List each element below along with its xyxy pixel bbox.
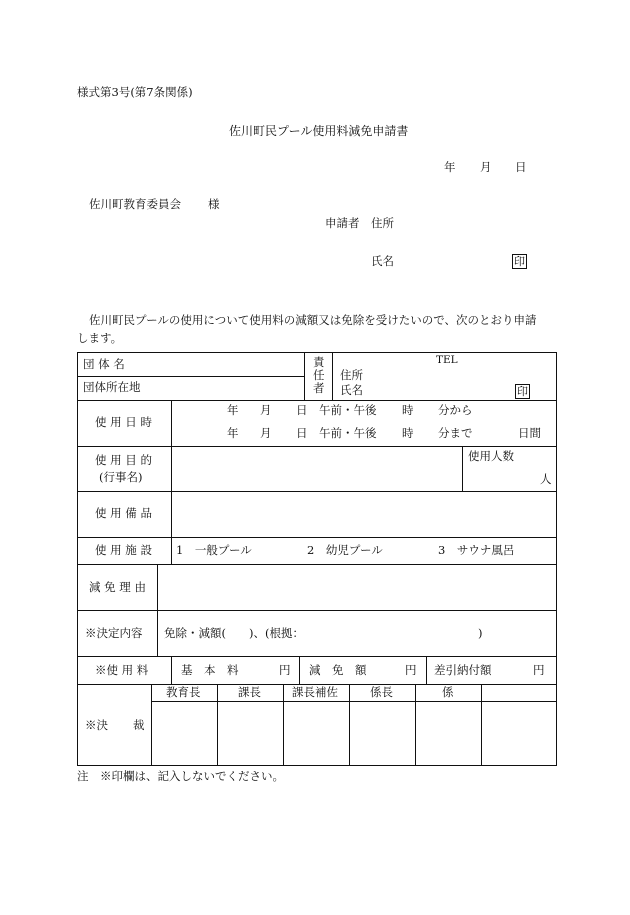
start-ampm: 午前・午後 [319,403,377,417]
balance-label: 差引納付額 [434,663,492,677]
responsible-label-2: 任 [313,368,325,382]
footnote: 注 ※印欄は、記入しないでください。 [77,769,284,783]
approver-staff: 係 [442,685,454,699]
document-title: 佐川町民プール使用料減免申請書 [229,124,409,138]
approval-label-2: 裁 [133,718,145,732]
tel-label: TEL [436,354,458,366]
approval-label-1: ※決 [85,718,108,732]
applicant-seal-mark: 印 [514,255,525,268]
decision-text: 免除・減額( )、(根拠： [164,626,304,640]
group-name-label: 団 体 名 [83,357,125,371]
end-month: 月 [260,426,272,440]
responsible-label-1: 責 [313,355,325,369]
responsible-label-3: 者 [313,381,325,395]
decision-close-paren: ) [478,626,483,640]
responsible-name-label: 氏名 [340,383,363,397]
reduction-reason-label: 減 免 理 由 [89,580,146,594]
applicant-address-label: 住所 [371,216,394,230]
start-month: 月 [260,403,272,417]
date-day-label: 日 [515,160,527,174]
facility-option-1: 1 一般プール [176,543,252,557]
group-address-label: 団体所在地 [83,380,141,394]
approver-superintendent: 教育長 [166,685,201,699]
equipment-label: 使 用 備 品 [95,506,152,520]
purpose-sub-label: (行事名) [99,470,143,484]
decision-label: ※決定内容 [85,626,143,640]
usage-days: 日間 [518,426,541,440]
reduction-amount-label: 減 免 額 [309,663,367,677]
applicant-name-label: 氏名 [371,254,394,268]
end-year: 年 [227,426,239,440]
responsible-seal-mark: 印 [517,385,528,398]
facility-option-2: 2 幼児プール [307,543,383,557]
applicant-label: 申請者 [325,216,360,230]
form-number: 様式第3号(第7条関係) [77,85,193,99]
purpose-label: 使 用 目 的 [95,453,152,467]
addressee-name: 佐川町教育委員会 [89,197,181,211]
addressee-honorific: 様 [208,197,220,211]
body-text-line1: 佐川町民プールの使用について使用料の減額又は免除を受けたいので、次のとおり申請 [89,313,537,327]
end-hour: 時 [402,426,414,440]
start-hour: 時 [402,403,414,417]
basic-fee-label: 基 本 料 [181,663,239,677]
reduction-amount-yen: 円 [405,663,417,677]
end-day: 日 [296,426,308,440]
end-ampm: 午前・午後 [319,426,377,440]
start-minute: 分から [438,403,473,417]
usage-datetime-label: 使 用 日 時 [95,415,152,429]
balance-yen: 円 [533,663,545,677]
people-unit: 人 [540,472,552,486]
approver-section-chief: 課長 [238,685,261,699]
date-year-label: 年 [444,160,456,174]
start-day: 日 [296,403,308,417]
end-minute: 分まで [438,426,473,440]
people-count-label: 使用人数 [468,449,514,463]
body-text-line2: します。 [77,331,123,345]
basic-fee-yen: 円 [279,663,291,677]
facility-option-3: 3 サウナ風呂 [438,543,515,557]
date-month-label: 月 [480,160,492,174]
approver-deputy-chief: 課長補佐 [292,685,338,699]
approver-subsection-chief: 係長 [370,685,393,699]
responsible-address-label: 住所 [340,368,363,382]
fee-label: ※使 用 料 [95,663,149,677]
start-year: 年 [227,403,239,417]
facility-label: 使 用 施 設 [95,543,152,557]
